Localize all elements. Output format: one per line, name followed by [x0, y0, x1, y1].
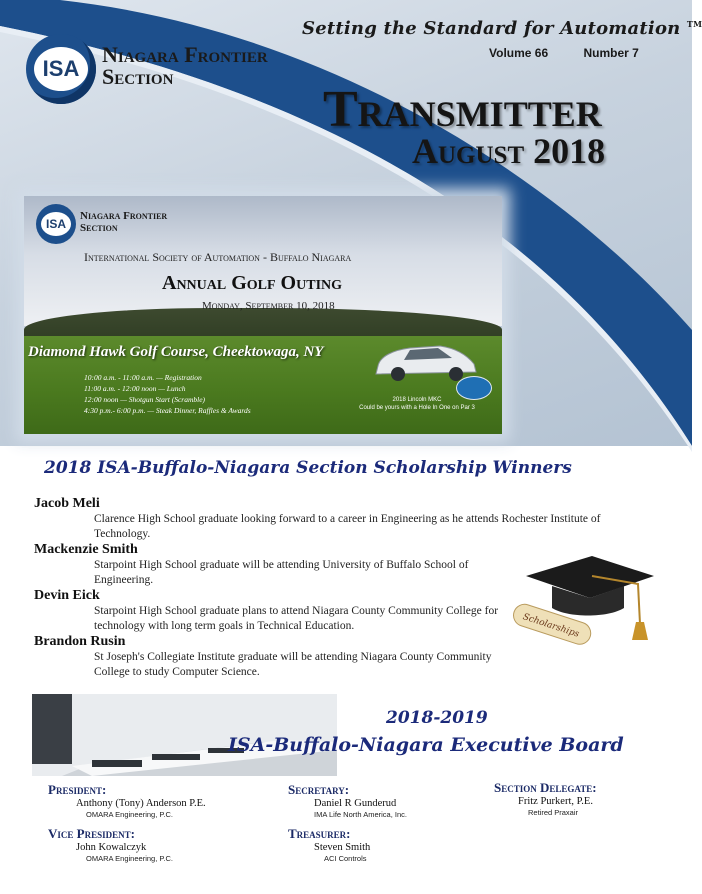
tagline — [302, 18, 702, 39]
golf-outing-flyer — [24, 196, 502, 434]
officer-role: Vice President: — [48, 826, 135, 841]
officer-section-delegate — [494, 780, 597, 818]
officer-role: President: — [48, 782, 107, 797]
winner-name: Mackenzie Smith — [34, 542, 138, 557]
officer-vice-president — [48, 826, 173, 864]
flyer-section-line1: Niagara Frontier — [80, 210, 168, 222]
board-year: 2018-2019 — [386, 708, 488, 728]
officer-company: IMA Life North America, Inc. — [314, 810, 407, 819]
winner-name: Jacob Meli — [34, 496, 100, 511]
schedule-item: 4:30 p.m.- 6:00 p.m. — Steak Dinner, Raffles & Awards — [84, 406, 251, 415]
car-caption-line1: 2018 Lincoln MKC — [392, 397, 442, 403]
flyer-venue: Diamond Hawk Golf Course, Cheektowaga, NY — [28, 344, 324, 360]
board-heading: ISA-Buffalo-Niagara Executive Board — [228, 734, 624, 756]
officer-role: Section Delegate: — [494, 780, 597, 795]
issue-date: August 2018 — [412, 131, 606, 171]
trademark-mark: TM — [686, 19, 702, 29]
officer-role: Treasurer: — [288, 826, 351, 841]
graduation-cap-icon — [508, 554, 658, 654]
winner-name: Brandon Rusin — [34, 634, 126, 649]
schedule-item: 10:00 a.m. - 11:00 a.m. — Registration — [84, 373, 202, 382]
winner-description: Starpoint High School graduate will be attending University of Buffalo School of Engineering. — [94, 559, 469, 586]
flyer-event-date: Monday, September 10, 2018 — [202, 300, 335, 312]
winner-name: Devin Eick — [34, 588, 100, 603]
list-item — [34, 496, 664, 542]
winner-description: Clarence High School graduate looking forward to a career in Engineering as he attends Rochester Institute of Technology. — [94, 513, 601, 540]
car-icon — [370, 336, 480, 382]
publication-title: Transmitter — [323, 81, 602, 138]
officer-treasurer — [288, 826, 370, 864]
flyer-isa-logo — [36, 204, 76, 244]
officer-company: ACI Controls — [324, 854, 367, 863]
section-name-line2: Section — [102, 64, 174, 89]
scroll-label: Scholarships — [521, 612, 581, 640]
car-caption-line2: Could be yours with a Hole In One on Par 3 — [359, 405, 475, 411]
officer-name: Anthony (Tony) Anderson P.E. — [76, 798, 206, 809]
section-name — [102, 44, 268, 88]
officer-name: John Kowalczyk — [76, 842, 147, 853]
flyer-schedule — [84, 372, 251, 416]
isa-logo — [26, 34, 96, 104]
isa-logo-text: ISA — [34, 47, 88, 91]
issue-info — [489, 46, 671, 60]
flyer-section-line2: Section — [80, 222, 118, 234]
officer-name: Fritz Purkert, P.E. — [518, 796, 593, 807]
schedule-item: 11:00 a.m. - 12:00 noon — Lunch — [84, 384, 186, 393]
section-name-line1: Niagara Frontier — [102, 42, 268, 67]
tagline-text: Setting the Standard for Automation — [302, 18, 681, 39]
winner-description: Starpoint High School graduate plans to attend Niagara County Community College for technology with long term goals in Technical Education. — [94, 605, 499, 632]
flyer-organizers: International Society of Automation - Buffalo Niagara — [84, 250, 352, 264]
flyer-event-title: Annual Golf Outing — [162, 272, 343, 294]
officer-name: Daniel R Gunderud — [314, 798, 397, 809]
schedule-item: 12:00 noon — Shotgun Start (Scramble) — [84, 395, 206, 404]
officer-president — [48, 782, 206, 820]
officer-company: OMARA Engineering, P.C. — [86, 854, 173, 863]
scholarship-heading: 2018 ISA-Buffalo-Niagara Section Scholarship Winners — [44, 458, 572, 478]
officer-company: OMARA Engineering, P.C. — [86, 810, 173, 819]
car-caption — [332, 396, 502, 412]
flyer-isa-logo-text: ISA — [41, 212, 71, 236]
officer-company: Retired Praxair — [528, 808, 579, 817]
officer-role: Secretary: — [288, 782, 350, 797]
volume-label: Volume 66 — [489, 46, 549, 60]
flyer-section-name — [80, 210, 167, 234]
officer-secretary — [288, 782, 407, 820]
officer-name: Steven Smith — [314, 842, 371, 853]
winner-description: St Joseph's Collegiate Institute graduate will be attending Niagara County Community College to study Computer Science. — [94, 651, 492, 678]
number-label: Number 7 — [583, 46, 639, 60]
